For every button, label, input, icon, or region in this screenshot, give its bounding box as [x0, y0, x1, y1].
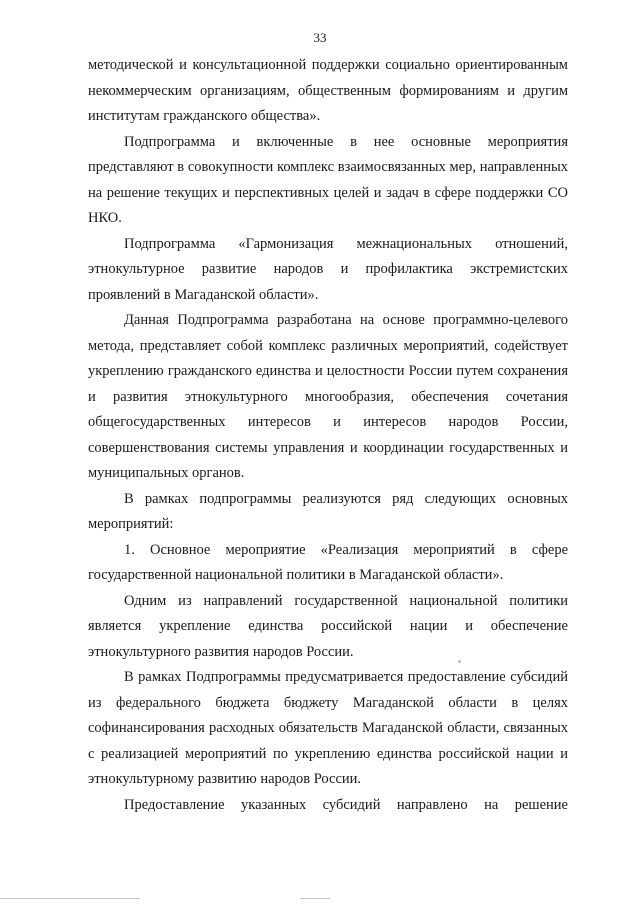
paragraph-2: Подпрограмма и включенные в нее основные мероприятия представляют в совокупности комплекс взаимосвязанных мер, направленных на решение текущих и перспективных целей и задач в сфере поддержки СО НКО.	[88, 133, 568, 226]
paragraph-5: В рамках подпрограммы реализуются ряд следующих основных мероприятий:	[88, 490, 568, 532]
page-number: 33	[313, 30, 327, 45]
paragraph-7: Одним из направлений государственной национальной политики является укрепление единства российской нации и обеспечение этнокультурного развития народов России.	[88, 592, 568, 660]
paragraph-6: 1. Основное мероприятие «Реализация мероприятий в сфере государственной национальной политики в Магаданской области».	[88, 541, 568, 583]
paragraph-3: Подпрограмма «Гармонизация межнациональных отношений, этнокультурное развитие народов и профилактика экстремистских проявлений в Магаданской области».	[88, 235, 568, 303]
scan-edge-line-short	[300, 898, 330, 899]
paragraph-1: методической и консультационной поддержки социально ориентированным некоммерческим организациям, общественным формированиям и другим институтам гражданского общества».	[88, 57, 568, 124]
paragraph-9: Предоставление указанных субсидий направлено на решение	[124, 796, 568, 813]
scan-speck	[458, 660, 461, 663]
scan-edge-line	[0, 898, 140, 899]
document-body	[88, 53, 568, 818]
paragraph-8: В рамках Подпрограммы предусматривается предоставление субсидий из федерального бюджета бюджету Магаданской области в целях софинансирования расходных обязательств Магаданской области, связанных с реализацией мероприятий по укреплению единства российской нации и этнокультурному развитию народов России.	[88, 669, 568, 787]
paragraph-4: Данная Подпрограмма разработана на основе программно-целевого метода, представляет собой комплекс различных мероприятий, содействует укреплению гражданского единства и целостности России путем сохранения и развития этнокультурного многообразия, обеспечения сочетания общегосударственных интересов и интересов народов России, совершенствования системы управления и координации государственных и муниципальных органов.	[88, 312, 568, 481]
